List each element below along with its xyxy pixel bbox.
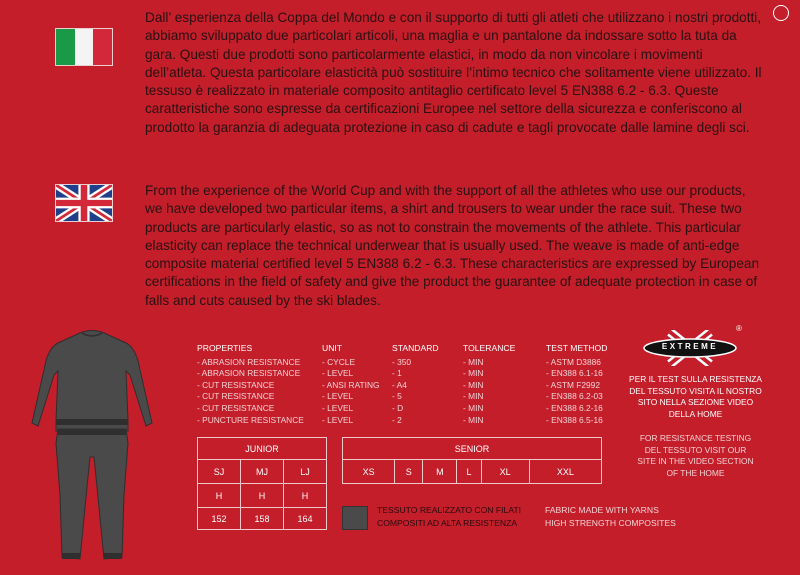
unit-item: - ANSI RATING [322,379,380,390]
italian-description: Dall’ esperienza della Coppa del Mondo e con il supporto di tutti gli atleti che utilizzano i nostri prodotti, abbiamo sviluppato due particolari articoli, una maglia e un pantalone da indossare sotto la tuta da gara. Questi due prodotti sono particolarmente elastici, in modo da non vincolare i movimenti dell’atleta. Questa particolare elasticità può sostituire l’intimo tecnico che solitamente viene utilizzato. Il tessuso è realizzato in materiale composito antitaglio certificato level 5 EN388 6.2 - 6.3. Queste caratteristiche sono espresse da certificazioni Europee nel settore della sicurezza e conferiscono al prodotto la garanzia di adeguata protezione in caso di cadute e tagli provocate dalle lamine degli sci. [145,10,762,135]
height-value-cell: 152 [198,508,241,530]
unit-header: UNIT [322,343,343,353]
tolerance-header: TOLERANCE [463,343,516,353]
senior-size-table [342,437,602,484]
test-method-column [546,343,607,426]
english-description: From the experience of the World Cup and with the support of all the athletes who use our products, we have developed two particular items, a shirt and trousers to wear under the race suit. These two products are particularly elastic, so as not to constrain the movements of the athlete. This particular elasticity can replace the technical underwear that is usually used. The weave is made of anti-edge composite material certified level 5 EN388 6.2 - 6.3. These characteristics are expressed by European certifications in the field of safety and give the product the guarantee of adequate protection in case of falls and cuts caused by the ski blades. [145,183,760,308]
size-cell: XXL [529,460,601,484]
tolerance-column [463,343,515,426]
test-method-header: TEST METHOD [546,343,608,353]
note-line: OF THE HOME [666,467,725,478]
property-item: - PUNCTURE RESISTANCE [197,414,304,425]
test-method-item: - ASTM D3886 [546,356,601,367]
unit-item: - LEVEL [322,402,354,413]
property-item: - ABRASION RESISTANCE [197,368,301,379]
size-cell: S [395,460,423,484]
unit-item: - LEVEL [322,414,354,425]
registered-mark: ® [736,324,742,333]
properties-header: PROPERTIES [197,343,253,353]
note-line: DEL TESSUTO VISITA IL NOSTRO [629,385,762,396]
uk-flag-icon [55,184,113,222]
height-value-cell: 158 [241,508,284,530]
property-item: - ABRASION RESISTANCE [197,356,301,367]
extreme-logo [640,324,742,366]
height-label-cell: H [198,484,241,508]
tolerance-item: - MIN [463,379,484,390]
senior-title: SENIOR [343,438,602,460]
properties-column [197,343,304,426]
tolerance-item: - MIN [463,402,484,413]
standard-item: - 5 [392,391,402,402]
fabric-line: TESSUTO REALIZZATO CON FILATI [377,505,522,515]
standard-item: - 350 [392,356,412,367]
tolerance-item: - MIN [463,368,484,379]
standard-column [392,343,439,426]
fabric-note-it [377,504,521,529]
resistance-test-note-en [613,433,778,479]
unit-item: - LEVEL [322,368,354,379]
property-item: - CUT RESISTANCE [197,402,275,413]
size-cell: L [457,460,481,484]
test-method-item: - ASTM F2992 [546,379,600,390]
fabric-line: FABRIC MADE WITH YARNS [545,505,659,515]
unit-item: - CYCLE [322,356,356,367]
fabric-line: HIGH STRENGTH COMPOSITES [545,517,676,528]
test-method-item: - EN388 6.5-16 [546,414,603,425]
note-line: FOR RESISTANCE TESTING [639,433,752,443]
note-line: PER IL TEST SULLA RESISTENZA [629,374,762,384]
note-line: SITE IN THE VIDEO SECTION [637,456,754,467]
standard-item: - 2 [392,414,402,425]
resistance-test-note-it [613,374,778,420]
note-line: DELLA HOME [668,408,723,419]
standard-item: - A4 [392,379,407,390]
test-method-item: - EN388 6.1-16 [546,368,603,379]
size-cell: SJ [198,460,241,484]
size-cell: XS [343,460,395,484]
italy-flag-icon [55,28,113,66]
note-line: DEL TESSUTO VISIT OUR [644,444,747,455]
test-method-item: - EN388 6.2-03 [546,391,603,402]
test-method-item: - EN388 6.2-16 [546,402,603,413]
unit-column [322,343,380,426]
unit-item: - LEVEL [322,391,354,402]
standard-item: - D [392,402,404,413]
property-item: - CUT RESISTANCE [197,379,275,390]
circle-button[interactable] [773,5,789,21]
fabric-line: COMPOSITI AD ALTA RESISTENZA [377,517,518,528]
size-cell: MJ [241,460,284,484]
tolerance-item: - MIN [463,391,484,402]
fabric-note-en [545,504,676,529]
standard-header: STANDARD [392,343,439,353]
base-layer-garment-image [22,325,162,570]
junior-title: JUNIOR [198,438,327,460]
size-cell: LJ [284,460,327,484]
height-label-cell: H [241,484,284,508]
junior-size-table [197,437,327,530]
height-value-cell: 164 [284,508,327,530]
fabric-swatch [342,506,368,530]
tolerance-item: - MIN [463,356,484,367]
standard-item: - 1 [392,368,402,379]
logo-text: EXTREME [661,342,719,351]
note-line: SITO NELLA SEZIONE VIDEO [637,397,754,408]
size-cell: M [423,460,457,484]
property-item: - CUT RESISTANCE [197,391,275,402]
size-cell: XL [481,460,529,484]
tolerance-item: - MIN [463,414,484,425]
height-label-cell: H [284,484,327,508]
